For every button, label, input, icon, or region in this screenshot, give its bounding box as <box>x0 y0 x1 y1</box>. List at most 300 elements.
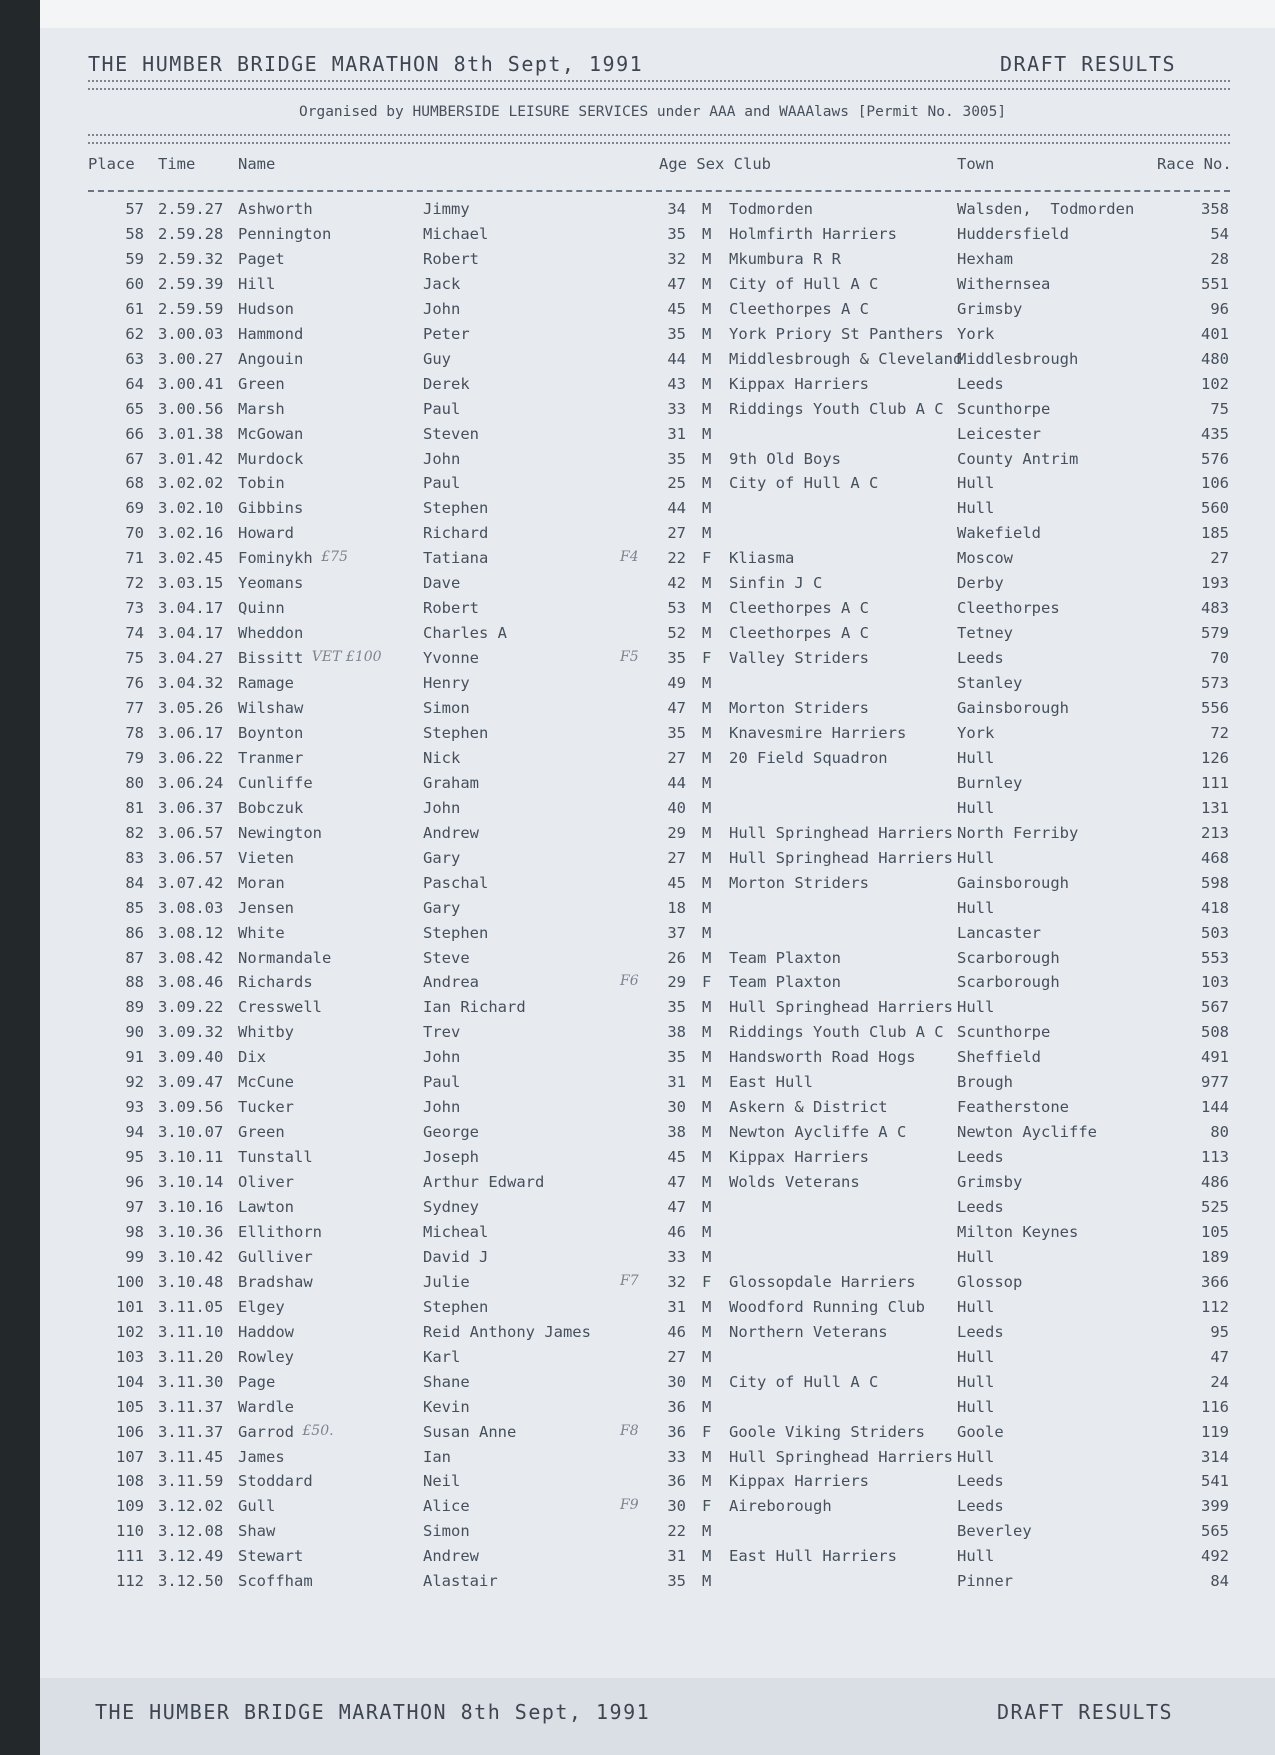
table-row <box>0 1123 1275 1148</box>
place-cell: 107 <box>116 1447 144 1466</box>
first-name-cell: Robert <box>423 599 479 618</box>
race-number-cell: 106 <box>1201 474 1229 493</box>
sex-cell: M <box>702 249 712 268</box>
column-header-race-no: Race No. <box>1157 155 1232 173</box>
table-row <box>0 924 1275 949</box>
age-cell: 33 <box>667 1247 686 1266</box>
sex-cell: M <box>702 998 712 1017</box>
club-cell: Cleethorpes A C <box>729 624 869 643</box>
surname-cell: Bissitt <box>238 649 304 668</box>
first-name-cell: Stephen <box>423 723 489 742</box>
time-cell: 3.09.47 <box>158 1073 224 1092</box>
first-name-cell: Paul <box>423 1073 461 1092</box>
sex-cell: M <box>702 873 712 892</box>
surname-cell: Gulliver <box>238 1247 313 1266</box>
time-cell: 3.10.36 <box>158 1222 224 1241</box>
age-cell: 45 <box>667 1148 686 1167</box>
age-cell: 33 <box>667 1447 686 1466</box>
table-row <box>0 973 1275 998</box>
sex-cell: M <box>702 1073 712 1092</box>
club-cell: Handsworth Road Hogs <box>729 1048 916 1067</box>
race-number-cell: 576 <box>1201 449 1229 468</box>
race-number-cell: 189 <box>1201 1247 1229 1266</box>
surname-cell: Howard <box>238 524 294 543</box>
age-cell: 35 <box>667 1048 686 1067</box>
time-cell: 2.59.39 <box>158 274 224 293</box>
surname-cell: Hudson <box>238 299 294 318</box>
town-cell: Hull <box>957 499 995 518</box>
table-row <box>0 624 1275 649</box>
time-cell: 3.04.17 <box>158 624 224 643</box>
first-name-cell: Paul <box>423 399 461 418</box>
first-name-cell: Andrea <box>423 973 479 992</box>
place-cell: 91 <box>125 1048 144 1067</box>
surname-cell: Pennington <box>238 224 332 243</box>
sex-cell: M <box>702 1148 712 1167</box>
first-name-cell: Stephen <box>423 1297 489 1316</box>
first-name-cell: Ian Richard <box>423 998 526 1017</box>
time-cell: 3.10.11 <box>158 1148 224 1167</box>
club-cell: York Priory St Panthers <box>729 324 944 343</box>
table-row <box>0 300 1275 325</box>
age-cell: 32 <box>667 249 686 268</box>
town-cell: Scarborough <box>957 973 1060 992</box>
time-cell: 3.12.02 <box>158 1497 224 1516</box>
sex-cell: M <box>702 723 712 742</box>
surname-cell: Dix <box>238 1048 266 1067</box>
race-number-cell: 96 <box>1210 299 1229 318</box>
table-row <box>0 1198 1275 1223</box>
town-cell: Wakefield <box>957 524 1041 543</box>
sex-cell: M <box>702 1297 712 1316</box>
place-cell: 106 <box>116 1422 144 1441</box>
place-cell: 109 <box>116 1497 144 1516</box>
race-number-cell: 565 <box>1201 1522 1229 1541</box>
race-number-cell: 95 <box>1210 1322 1229 1341</box>
age-cell: 35 <box>667 324 686 343</box>
surname-cell: Scoffham <box>238 1572 313 1591</box>
age-cell: 36 <box>667 1397 686 1416</box>
place-cell: 79 <box>125 748 144 767</box>
sex-cell: M <box>702 1322 712 1341</box>
age-cell: 31 <box>667 1073 686 1092</box>
race-number-cell: 435 <box>1201 424 1229 443</box>
table-row <box>0 649 1275 674</box>
sex-cell: M <box>702 324 712 343</box>
club-cell: Valley Striders <box>729 649 869 668</box>
sex-cell: M <box>702 1522 712 1541</box>
age-cell: 26 <box>667 948 686 967</box>
age-cell: 35 <box>667 723 686 742</box>
surname-cell: Stewart <box>238 1547 304 1566</box>
club-cell: Team Plaxton <box>729 973 841 992</box>
age-cell: 35 <box>667 224 686 243</box>
place-cell: 102 <box>116 1322 144 1341</box>
town-cell: Glossop <box>957 1272 1023 1291</box>
race-number-cell: 112 <box>1201 1297 1229 1316</box>
time-cell: 3.04.17 <box>158 599 224 618</box>
first-name-cell: Susan Anne <box>423 1422 517 1441</box>
table-row <box>0 1248 1275 1273</box>
surname-cell: Bradshaw <box>238 1272 313 1291</box>
surname-cell: Paget <box>238 249 285 268</box>
race-number-cell: 193 <box>1201 574 1229 593</box>
age-cell: 30 <box>667 1497 686 1516</box>
race-number-cell: 492 <box>1201 1547 1229 1566</box>
place-cell: 80 <box>125 773 144 792</box>
age-cell: 37 <box>667 923 686 942</box>
race-number-cell: 399 <box>1201 1497 1229 1516</box>
place-cell: 65 <box>125 399 144 418</box>
time-cell: 3.11.37 <box>158 1397 224 1416</box>
table-row <box>0 250 1275 275</box>
race-number-cell: 358 <box>1201 200 1229 218</box>
age-cell: 27 <box>667 748 686 767</box>
double-rule <box>88 134 1230 144</box>
club-cell: Kippax Harriers <box>729 374 869 393</box>
surname-cell: Richards <box>238 973 313 992</box>
age-cell: 38 <box>667 1123 686 1142</box>
club-cell: City of Hull A C <box>729 474 879 493</box>
first-name-cell: Dave <box>423 574 461 593</box>
club-cell: Hull Springhead Harriers <box>729 823 953 842</box>
place-cell: 87 <box>125 948 144 967</box>
club-cell: Cleethorpes A C <box>729 299 869 318</box>
place-cell: 61 <box>125 299 144 318</box>
table-row <box>0 1572 1275 1597</box>
race-number-cell: 47 <box>1210 1347 1229 1366</box>
place-cell: 112 <box>116 1572 144 1591</box>
club-cell: Todmorden <box>729 200 813 218</box>
club-cell: Kliasma <box>729 549 795 568</box>
surname-cell: Cunliffe <box>238 773 313 792</box>
race-number-cell: 72 <box>1210 723 1229 742</box>
club-cell: Aireborough <box>729 1497 832 1516</box>
first-name-cell: Paul <box>423 474 461 493</box>
town-cell: Hull <box>957 848 995 867</box>
time-cell: 3.11.37 <box>158 1422 224 1441</box>
place-cell: 101 <box>116 1297 144 1316</box>
time-cell: 3.01.38 <box>158 424 224 443</box>
age-cell: 22 <box>667 1522 686 1541</box>
surname-cell: Gibbins <box>238 499 304 518</box>
table-row <box>0 275 1275 300</box>
race-number-cell: 598 <box>1201 873 1229 892</box>
first-name-cell: John <box>423 798 461 817</box>
table-row <box>0 1048 1275 1073</box>
race-number-cell: 468 <box>1201 848 1229 867</box>
sex-cell: M <box>702 1123 712 1142</box>
age-cell: 35 <box>667 449 686 468</box>
town-cell: Hull <box>957 748 995 767</box>
sex-cell: M <box>702 1098 712 1117</box>
table-row <box>0 325 1275 350</box>
time-cell: 3.00.56 <box>158 399 224 418</box>
time-cell: 2.59.59 <box>158 299 224 318</box>
sex-cell: M <box>702 898 712 917</box>
sex-cell: M <box>702 1247 712 1266</box>
surname-cell: Tobin <box>238 474 285 493</box>
place-cell: 86 <box>125 923 144 942</box>
age-cell: 49 <box>667 674 686 693</box>
club-cell: East Hull Harriers <box>729 1547 897 1566</box>
race-number-cell: 131 <box>1201 798 1229 817</box>
handwritten-female-position: F6 <box>620 973 639 990</box>
column-header-town: Town <box>957 155 995 173</box>
place-cell: 105 <box>116 1397 144 1416</box>
first-name-cell: Graham <box>423 773 479 792</box>
sex-cell: M <box>702 624 712 643</box>
table-row <box>0 1323 1275 1348</box>
sex-cell: M <box>702 923 712 942</box>
sex-cell: M <box>702 948 712 967</box>
first-name-cell: Alastair <box>423 1572 498 1591</box>
race-number-cell: 503 <box>1201 923 1229 942</box>
handwritten-note: £50. <box>302 1422 334 1439</box>
first-name-cell: John <box>423 449 461 468</box>
first-name-cell: Gary <box>423 898 461 917</box>
age-cell: 22 <box>667 549 686 568</box>
town-cell: Leeds <box>957 1322 1004 1341</box>
table-row <box>0 350 1275 375</box>
town-cell: Hull <box>957 1397 995 1416</box>
table-row <box>0 1223 1275 1248</box>
town-cell: Gainsborough <box>957 873 1069 892</box>
place-cell: 90 <box>125 1023 144 1042</box>
time-cell: 3.02.10 <box>158 499 224 518</box>
sex-cell: M <box>702 798 712 817</box>
sex-cell: F <box>702 973 712 992</box>
sex-cell: M <box>702 699 712 717</box>
age-cell: 36 <box>667 1472 686 1491</box>
town-cell: Walsden, Todmorden <box>957 200 1135 218</box>
column-header-time: Time <box>158 155 196 173</box>
race-number-cell: 116 <box>1201 1397 1229 1416</box>
place-cell: 97 <box>125 1198 144 1216</box>
table-row <box>0 724 1275 749</box>
time-cell: 3.07.42 <box>158 873 224 892</box>
sex-cell: M <box>702 449 712 468</box>
time-cell: 3.09.56 <box>158 1098 224 1117</box>
sex-cell: M <box>702 299 712 318</box>
table-row <box>0 425 1275 450</box>
first-name-cell: Richard <box>423 524 489 543</box>
table-row <box>0 1547 1275 1572</box>
double-rule <box>88 80 1230 90</box>
age-cell: 52 <box>667 624 686 643</box>
club-cell: Middlesbrough & Cleveland <box>729 349 963 368</box>
town-cell: Huddersfield <box>957 224 1069 243</box>
table-row <box>0 949 1275 974</box>
time-cell: 3.11.10 <box>158 1322 224 1341</box>
surname-cell: Oliver <box>238 1173 294 1192</box>
time-cell: 3.04.32 <box>158 674 224 693</box>
surname-cell: Tunstall <box>238 1148 313 1167</box>
table-row <box>0 1398 1275 1423</box>
town-cell: Hull <box>957 798 995 817</box>
page-top-edge <box>40 0 1275 28</box>
town-cell: Cleethorpes <box>957 599 1060 618</box>
town-cell: Sheffield <box>957 1048 1041 1067</box>
club-cell: Cleethorpes A C <box>729 599 869 618</box>
sex-cell: M <box>702 1547 712 1566</box>
age-cell: 40 <box>667 798 686 817</box>
age-cell: 35 <box>667 649 686 668</box>
surname-cell: McGowan <box>238 424 304 443</box>
place-cell: 96 <box>125 1173 144 1192</box>
race-number-cell: 366 <box>1201 1272 1229 1291</box>
first-name-cell: Andrew <box>423 1547 479 1566</box>
club-cell: Mkumbura R R <box>729 249 841 268</box>
age-cell: 44 <box>667 349 686 368</box>
time-cell: 3.11.05 <box>158 1297 224 1316</box>
sex-cell: M <box>702 1372 712 1391</box>
time-cell: 3.11.20 <box>158 1347 224 1366</box>
age-cell: 30 <box>667 1098 686 1117</box>
sex-cell: M <box>702 1397 712 1416</box>
table-row <box>0 474 1275 499</box>
town-cell: Hull <box>957 474 995 493</box>
surname-cell: Tranmer <box>238 748 304 767</box>
age-cell: 30 <box>667 1372 686 1391</box>
age-cell: 35 <box>667 998 686 1017</box>
town-cell: Leicester <box>957 424 1041 443</box>
column-header-name: Name <box>238 155 276 173</box>
town-cell: Hull <box>957 1447 995 1466</box>
sex-cell: M <box>702 823 712 842</box>
club-cell: 9th Old Boys <box>729 449 841 468</box>
race-number-cell: 84 <box>1210 1572 1229 1591</box>
race-number-cell: 551 <box>1201 274 1229 293</box>
age-cell: 29 <box>667 973 686 992</box>
place-cell: 85 <box>125 898 144 917</box>
surname-cell: Fominykh <box>238 549 313 568</box>
surname-cell: Bobczuk <box>238 798 304 817</box>
town-cell: Hull <box>957 1297 995 1316</box>
race-number-cell: 144 <box>1201 1098 1229 1117</box>
place-cell: 83 <box>125 848 144 867</box>
table-row <box>0 1273 1275 1298</box>
first-name-cell: Arthur Edward <box>423 1173 545 1192</box>
age-cell: 27 <box>667 848 686 867</box>
age-cell: 38 <box>667 1023 686 1042</box>
club-cell: City of Hull A C <box>729 1372 879 1391</box>
first-name-cell: Yvonne <box>423 649 479 668</box>
place-cell: 72 <box>125 574 144 593</box>
place-cell: 84 <box>125 873 144 892</box>
club-cell: Wolds Veterans <box>729 1173 860 1192</box>
sex-cell: M <box>702 399 712 418</box>
club-cell: Hull Springhead Harriers <box>729 848 953 867</box>
race-number-cell: 126 <box>1201 748 1229 767</box>
surname-cell: Hammond <box>238 324 304 343</box>
time-cell: 3.12.50 <box>158 1572 224 1591</box>
town-cell: Hull <box>957 1372 995 1391</box>
town-cell: Leeds <box>957 1148 1004 1167</box>
handwritten-female-position: F4 <box>620 549 639 566</box>
surname-cell: Rowley <box>238 1347 294 1366</box>
table-row <box>0 549 1275 574</box>
place-cell: 70 <box>125 524 144 543</box>
surname-cell: Angouin <box>238 349 304 368</box>
place-cell: 88 <box>125 973 144 992</box>
time-cell: 3.06.17 <box>158 723 224 742</box>
town-cell: Newton Aycliffe <box>957 1123 1097 1142</box>
surname-cell: Quinn <box>238 599 285 618</box>
time-cell: 3.12.49 <box>158 1547 224 1566</box>
place-cell: 76 <box>125 674 144 693</box>
first-name-cell: John <box>423 1098 461 1117</box>
age-cell: 47 <box>667 274 686 293</box>
time-cell: 3.12.08 <box>158 1522 224 1541</box>
town-cell: Hull <box>957 1547 995 1566</box>
town-cell: County Antrim <box>957 449 1079 468</box>
race-number-cell: 418 <box>1201 898 1229 917</box>
sex-cell: M <box>702 349 712 368</box>
time-cell: 3.00.41 <box>158 374 224 393</box>
sex-cell: F <box>702 549 712 568</box>
place-cell: 60 <box>125 274 144 293</box>
handwritten-female-position: F9 <box>620 1497 639 1514</box>
table-row <box>0 849 1275 874</box>
club-cell: Riddings Youth Club A C <box>729 1023 944 1042</box>
handwritten-note: £75 <box>321 549 348 566</box>
time-cell: 3.02.45 <box>158 549 224 568</box>
place-cell: 71 <box>125 549 144 568</box>
place-cell: 94 <box>125 1123 144 1142</box>
handwritten-female-position: F8 <box>620 1422 639 1439</box>
first-name-cell: Simon <box>423 699 470 717</box>
sex-cell: M <box>702 1347 712 1366</box>
race-number-cell: 185 <box>1201 524 1229 543</box>
time-cell: 3.02.02 <box>158 474 224 493</box>
time-cell: 3.10.14 <box>158 1173 224 1192</box>
place-cell: 64 <box>125 374 144 393</box>
surname-cell: Green <box>238 374 285 393</box>
sex-cell: F <box>702 649 712 668</box>
sex-cell: M <box>702 1472 712 1491</box>
surname-cell: Ellithorn <box>238 1222 322 1241</box>
race-number-cell: 401 <box>1201 324 1229 343</box>
club-cell: Northern Veterans <box>729 1322 888 1341</box>
first-name-cell: John <box>423 299 461 318</box>
time-cell: 3.11.30 <box>158 1372 224 1391</box>
table-row <box>0 499 1275 524</box>
surname-cell: Normandale <box>238 948 332 967</box>
place-cell: 74 <box>125 624 144 643</box>
club-cell: Askern & District <box>729 1098 888 1117</box>
race-number-cell: 541 <box>1201 1472 1229 1491</box>
town-cell: Grimsby <box>957 1173 1023 1192</box>
first-name-cell: Steven <box>423 424 479 443</box>
time-cell: 2.59.28 <box>158 224 224 243</box>
table-row <box>0 599 1275 624</box>
place-cell: 75 <box>125 649 144 668</box>
next-page-title: THE HUMBER BRIDGE MARATHON 8th Sept, 1991 <box>95 1700 651 1724</box>
town-cell: Hull <box>957 1247 995 1266</box>
surname-cell: Cresswell <box>238 998 322 1017</box>
race-number-cell: 24 <box>1210 1372 1229 1391</box>
first-name-cell: Charles A <box>423 624 507 643</box>
table-row <box>0 524 1275 549</box>
table-row <box>0 200 1275 225</box>
surname-cell: Haddow <box>238 1322 294 1341</box>
sex-cell: M <box>702 599 712 618</box>
age-cell: 47 <box>667 1173 686 1192</box>
surname-cell: Lawton <box>238 1198 294 1216</box>
sex-cell: M <box>702 524 712 543</box>
handwritten-note: VET £100 <box>311 649 382 666</box>
